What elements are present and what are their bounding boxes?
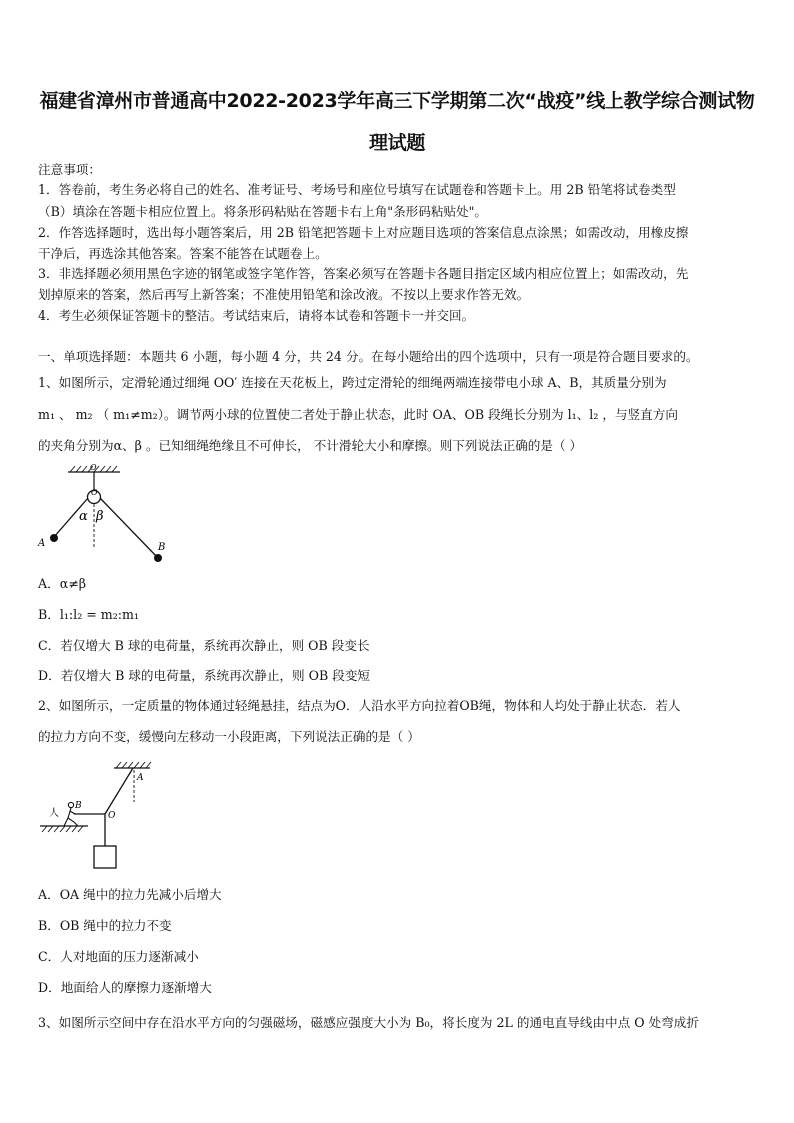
q2-stem-line-2: 的拉力方向不变，缓慢向左移动一小段距离，下列说法正确的是（ ） <box>38 729 420 744</box>
notice-line-1: 1．答卷前，考生务必将自己的姓名、准考证号、考场号和座位号填写在试题卷和答题卡上。用 2B 铅笔将试卷类型 <box>38 182 676 197</box>
exam-title-line-1: 福建省漳州市普通高中2022-2023学年高三下学期第二次“战疫”线上教学综合测试物 <box>39 90 755 112</box>
q2-hanging-block <box>94 846 116 868</box>
q2-ground-hatch <box>42 826 83 832</box>
q1-label-top-o: O <box>90 463 97 472</box>
notice-line-3: 2．作答选择题时，选出每小题答案后，用 2B 铅笔把答题卡上对应题目选项的答案信息点涂黑；如需改动，用橡皮擦 <box>38 225 689 240</box>
q2-option-d: D．地面给人的摩擦力逐渐增大 <box>38 980 212 995</box>
q1-label-pulley-o: O <box>91 488 98 497</box>
q3-stem-line-1: 3、如图所示空间中存在沿水平方向的匀强磁场，磁感应强度大小为 B₀，将长度为 2L 的通电直导线由中点 O 处弯成折 <box>38 1015 699 1030</box>
q1-option-c: C．若仅增大 B 球的电荷量，系统再次静止，则 OB 段变长 <box>38 638 370 653</box>
q2-ceiling-hatch <box>116 762 151 768</box>
q1-label-alpha: α <box>79 509 88 524</box>
section-heading: 一、单项选择题：本题共 6 小题，每小题 4 分，共 24 分。在每小题给出的四个选项中，只有一项是符合题目要求的。 <box>38 349 699 364</box>
q1-option-b: B．l₁:l₂ = m₂:m₁ <box>38 607 140 622</box>
notice-line-4: 干净后，再选涂其他答案。答案不能答在试题卷上。 <box>38 246 328 261</box>
q2-stem-line-1: 2、如图所示，一定质量的物体通过轻绳悬挂，结点为O．人沿水平方向拉着OB绳，物体和人均处于静止状态．若人 <box>38 698 681 713</box>
notice-line-7: 4．考生必须保证答题卡的整洁。考试结束后，请将本试卷和答题卡一并交回。 <box>38 308 475 323</box>
q2-label-b: B <box>75 801 82 811</box>
q1-label-beta: β <box>96 509 104 524</box>
q2-suspension-figure <box>34 758 174 870</box>
q2-rope-oa <box>105 768 133 814</box>
q1-stem-line-2: m₁ 、 m₂ （ m₁≠m₂）。调节两小球的位置使二者处于静止状态，此时 OA、OB 段绳长分别为 l₁、l₂ ，与竖直方向 <box>38 407 678 422</box>
notice-heading: 注意事项： <box>38 162 101 177</box>
q1-stem-line-3: 的夹角分别为α、β 。已知细绳绝缘且不可伸长， 不计滑轮大小和摩擦。则下列说法正确的是（ ） <box>38 438 583 453</box>
q1-rope-ob <box>100 498 158 558</box>
q2-label-a: A <box>137 773 144 783</box>
q1-ball-a <box>50 534 58 542</box>
q1-option-d: D．若仅增大 B 球的电荷量，系统再次静止，则 OB 段变短 <box>38 668 371 683</box>
notice-line-6: 划掉原来的答案，然后再写上新答案；不准使用铅笔和涂改液。不按以上要求作答无效。 <box>38 287 530 302</box>
q2-label-person: 人 <box>49 808 59 819</box>
q1-label-b: B <box>158 542 166 553</box>
exam-title-line-2: 理试题 <box>368 132 426 154</box>
q1-stem-line-1: 1、如图所示，定滑轮通过细绳 OO′ 连接在天花板上，跨过定滑轮的细绳两端连接带电小球 A、B，其质量分别为 <box>38 375 667 390</box>
q1-option-a: A．α≠β <box>38 576 87 591</box>
q1-label-a: A <box>38 538 46 549</box>
notice-line-2: （B）填涂在答题卡相应位置上。将条形码粘贴在答题卡右上角"条形码粘贴处"。 <box>38 204 488 219</box>
notice-line-5: 3．非选择题必须用黑色字迹的钢笔或签字笔作答，答案必须写在答题卡各题目指定区域内相应位置上；如需改动，先 <box>38 266 689 281</box>
q1-ball-b <box>154 554 162 562</box>
q2-label-o: O <box>108 811 116 821</box>
q1-pulley-figure <box>34 460 174 568</box>
q2-option-c: C．人对地面的压力逐渐减小 <box>38 949 199 964</box>
q2-option-b: B．OB 绳中的拉力不变 <box>38 918 172 933</box>
q2-option-a: A．OA 绳中的拉力先减小后增大 <box>38 887 222 902</box>
